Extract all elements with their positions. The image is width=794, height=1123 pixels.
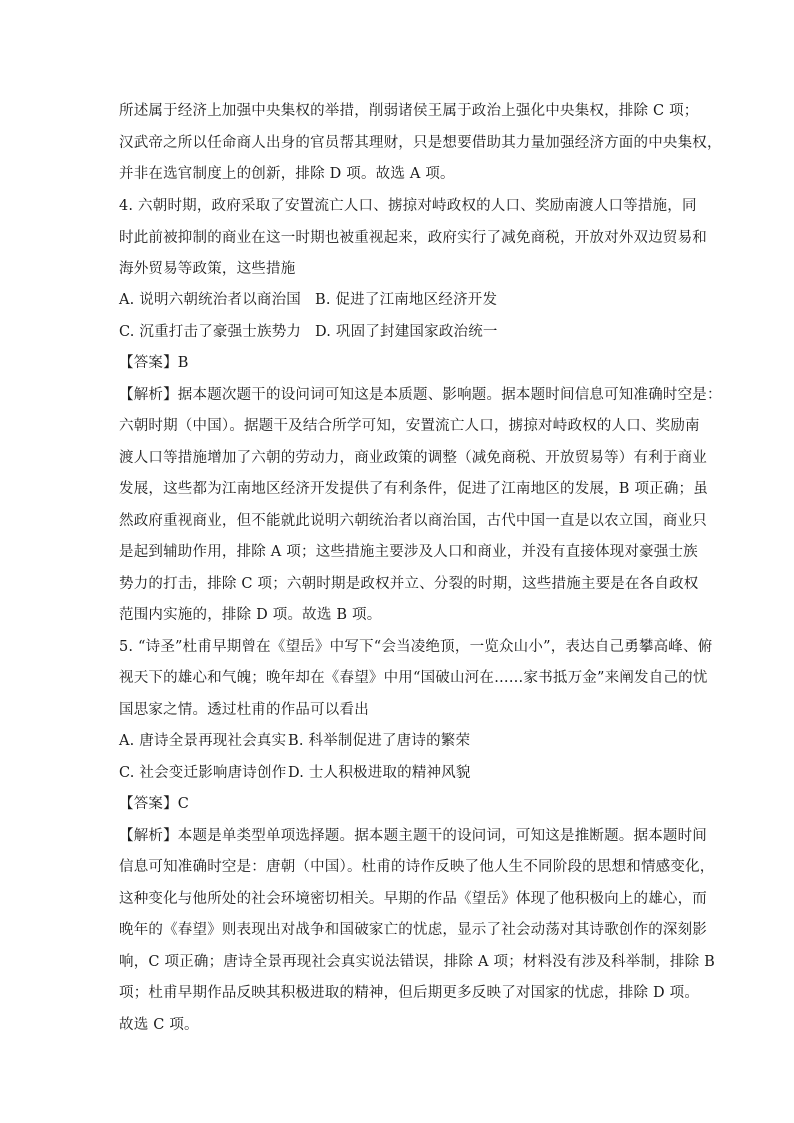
q5-analysis-line: 【解析】本题是单类型单项选择题。据本题主题干的设问词，可知这是推断题。据本题时间 [119,828,707,844]
q4-analysis-line: 渡人口等措施增加了六朝的劳动力，商业政策的调整（减免商税、开放贸易等）有利于商业 [119,450,707,466]
q5-option-c: C. 社会变迁影响唐诗创作 [119,765,287,781]
continuation-line: 所述属于经济上加强中央集权的举措，削弱诸侯王属于政治上强化中央集权，排除 C 项； [119,103,699,119]
q5-answer: 【答案】C [119,796,190,812]
q5-analysis-line: 项；杜甫早期作品反映其积极进取的精神，但后期更多反映了对国家的忧虑，排除 D 项。 [119,985,700,1001]
q4-stem-line: 4. 六朝时期，政府采取了安置流亡人口、掳掠对峙政权的人口、奖励南渡人口等措施，同 [119,198,697,214]
q4-option-d: D. 巩固了封建国家政治统一 [315,324,498,340]
q4-analysis-line: 然政府重视商业，但不能就此说明六朝统治者以商治国，古代中国一直是以农立国，商业只 [119,513,707,529]
q4-analysis-line: 是起到辅助作用，排除 A 项；这些措施主要涉及人口和商业，并没有直接体现对豪强士族 [119,544,698,560]
q4-options-row-2 [119,322,719,342]
q5-analysis-line: 晚年的《春望》则表现出对战争和国破家亡的忧虑，显示了社会动荡对其诗歌创作的深刻影 [119,922,707,938]
q5-analysis-line: 故选 C 项。 [119,1017,199,1033]
q5-options-row-1 [119,731,719,751]
q5-analysis-line: 响，C 项正确；唐诗全景再现社会真实说法错误，排除 A 项；材料没有涉及科举制，排除 B [119,954,715,970]
q4-option-b: B. 促进了江南地区经济开发 [315,292,498,308]
q5-stem-line: 5. “诗圣”杜甫早期曾在《望岳》中写下“会当凌绝顶，一览众山小”，表达自己勇攀高峰、俯 [119,639,713,655]
q5-analysis-line: 信息可知准确时空是：唐朝（中国）。杜甫的诗作反映了他人生不同阶段的思想和情感变化， [119,859,715,875]
q4-option-a: A. 说明六朝统治者以商治国 [119,292,301,308]
q4-stem-line: 时此前被抑制的商业在这一时期也被重视起来，政府实行了减免商税，开放对外双边贸易和 [119,230,707,246]
q5-stem-line: 国思家之情。透过杜甫的作品可以看出 [119,702,369,718]
q4-stem-line: 海外贸易等政策，这些措施 [119,261,296,277]
q4-analysis-line: 发展，这些都为江南地区经济开发提供了有利条件，促进了江南地区的发展，B 项正确；虽 [119,481,708,497]
q5-option-b: B. 科举制促进了唐诗的繁荣 [288,733,471,749]
q4-analysis-line: 范围内实施的，排除 D 项。故选 B 项。 [119,607,382,623]
q4-analysis-line: 势力的打击，排除 C 项；六朝时期是政权并立、分裂的时期，这些措施主要是在各自政权 [119,576,699,592]
q5-option-a: A. 唐诗全景再现社会真实 [119,733,287,749]
q4-answer: 【答案】B [119,355,189,371]
q5-options-row-2 [119,763,719,783]
q4-analysis-line: 【解析】据本题次题干的设问词可知这是本质题、影响题。据本题时间信息可知准确时空是： [119,387,722,403]
q5-option-d: D. 士人积极进取的精神风貌 [288,765,471,781]
continuation-line: 汉武帝之所以任命商人出身的官员帮其理财，只是想要借助其力量加强经济方面的中央集权， [119,135,722,151]
q4-option-c: C. 沉重打击了豪强士族势力 [119,324,302,340]
q5-stem-line: 视天下的雄心和气魄；晚年却在《春望》中用“国破山河在……家书抵万金”来阐发自己的忧 [119,670,708,686]
continuation-line: 并非在选官制度上的创新，排除 D 项。故选 A 项。 [119,166,455,182]
q4-options-row-1 [119,290,719,310]
q5-analysis-line: 这种变化与他所处的社会环境密切相关。早期的作品《望岳》体现了他积极向上的雄心，而 [119,891,707,907]
q4-analysis-line: 六朝时期（中国）。据题干及结合所学可知，安置流亡人口，掳掠对峙政权的人口、奖励南 [119,418,700,434]
